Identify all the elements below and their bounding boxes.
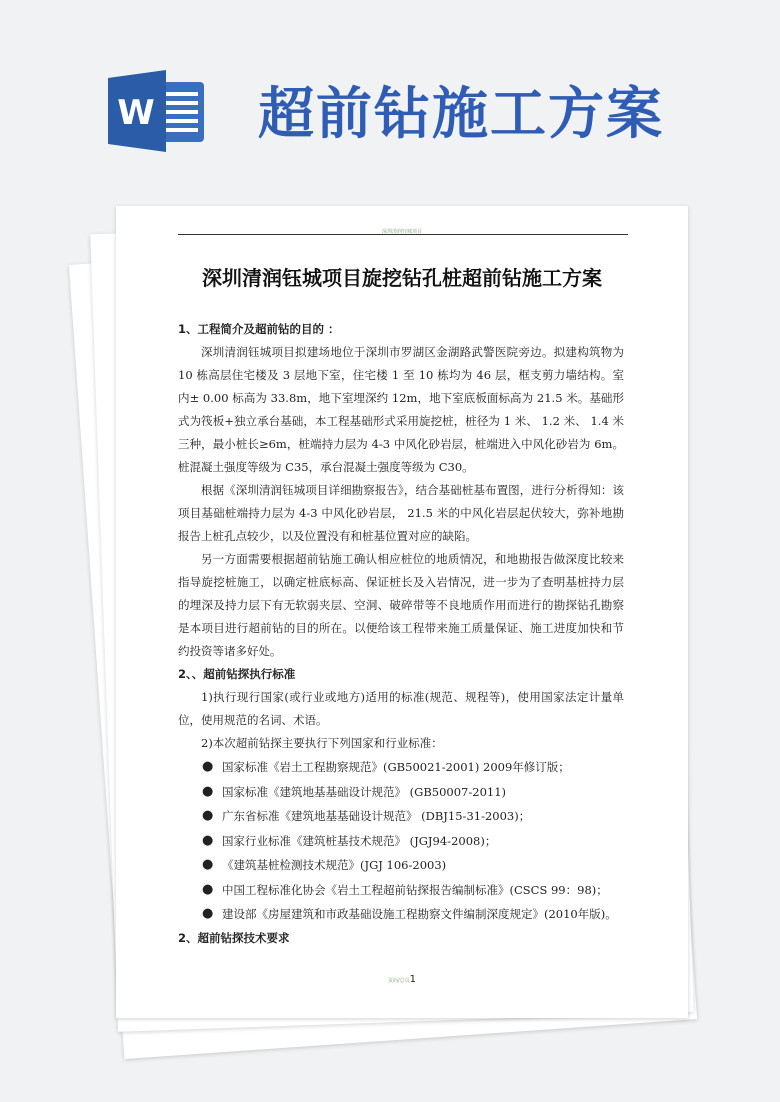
paragraph: 深圳清润钰城项目拟建场地位于深圳市罗湖区金湖路武警医院旁边。拟建构筑物为 10 栋高层住宅楼及 3 层地下室，住宅楼 1 至 10 栋均为 46 层，框支剪力墙结构。室内± 0.00 标高为 33.8m，地下室埋深约 12m，地下室底板面标高为 21.5 米。基础形式为筏板+独立承台基础，本工程基础形式采用旋挖桩，桩径为 1 米、 1.2 米、 1.4 米三种，最小桩长≥6m，桩端持力层为 4-3 中风化砂岩层，桩端进入中风化砂岩为 6m。桩混凝土强度等级为 C35，承台混凝土强度等级为 C30。: [178, 345, 624, 474]
document-title: 深圳清润钰城项目旋挖钻孔桩超前钻施工方案: [202, 266, 602, 290]
paragraph: 另一方面需要根据超前钻施工确认相应桩位的地质情况，和地勘报告做深度比较来指导旋挖桩施工，以确定桩底标高、保证桩长及入岩情况，进一步为了查明基桩持力层的埋深及持力层下有无软弱夹层、空洞、破碎带等不良地质作用而进行的勘探钻孔勘察是本项目进行超前钻的目的所在。以便给该工程带来施工质量保证、施工进度加快和节约投资等诸多好处。: [178, 552, 624, 658]
bullet-icon: ●: [202, 832, 214, 848]
footer-tag: 页码/总页: [387, 978, 410, 984]
bullet-icon: ●: [202, 759, 214, 774]
paragraph: 1)执行现行国家(或行业或地方)适用的标准(规范、规程等)，使用国家法定计量单位，使用规范的名词、术语。: [178, 690, 624, 727]
bullet-icon: ●: [202, 881, 214, 897]
list-item: ● 国家行业标准《建筑桩基技术规范》 (JGJ94-2008)；: [178, 829, 624, 854]
page-footer: [116, 974, 688, 985]
list-item: ● 中国工程标准化协会《岩土工程超前钻探报告编制标准》(CSCS 99：98)；: [178, 878, 624, 903]
paragraph: 根据《深圳清润钰城项目详细勘察报告》，结合基础桩基布置图，进行分析得知：该项目基础桩端持力层为 4-3 中风化砂岩层， 21.5 米的中风化岩层起伏较大，弥补地勘报告上桩孔点较少，以及位置没有和桩基位置对应的缺陷。: [178, 483, 624, 543]
section-heading: 2、超前钻探技术要求: [178, 930, 290, 945]
bullet-icon: ●: [202, 783, 214, 799]
standards-list: [178, 755, 624, 927]
word-icon-letter: W: [117, 93, 155, 133]
list-item: ● 国家标准《建筑地基基础设计规范》 (GB50007-2011): [178, 780, 624, 805]
document-page: [116, 206, 688, 1018]
bullet-icon: ●: [202, 808, 214, 823]
page-number: 1: [409, 974, 417, 985]
section-heading: 2、、超前钻探执行标准: [178, 667, 296, 681]
header-tag: 深圳清润钰城项目: [381, 229, 422, 235]
section-heading: 1、工程简介及超前钻的目的 ：: [178, 322, 340, 336]
header-rule: [178, 234, 628, 235]
list-item: ● 广东省标准《建筑地基基础设计规范》 (DBJ15-31-2003)；: [178, 804, 624, 829]
paragraph: 2)本次超前钻探主要执行下列国家和行业标准：: [201, 736, 443, 750]
bullet-icon: ●: [202, 857, 214, 872]
bullet-icon: ●: [202, 906, 214, 921]
word-icon: [108, 70, 208, 152]
document-body: [178, 318, 624, 950]
list-item: ● 《建筑基桩检测技术规范》(JGJ 106-2003): [178, 853, 624, 878]
list-item: ● 国家标准《岩土工程勘察规范》(GB50021-2001) 2009年修订版；: [178, 755, 624, 780]
list-item: ● 建设部《房屋建筑和市政基础设施工程勘察文件编制深度规定》(2010年版)。: [178, 902, 624, 927]
banner-title: 超前钻施工方案: [258, 82, 664, 147]
